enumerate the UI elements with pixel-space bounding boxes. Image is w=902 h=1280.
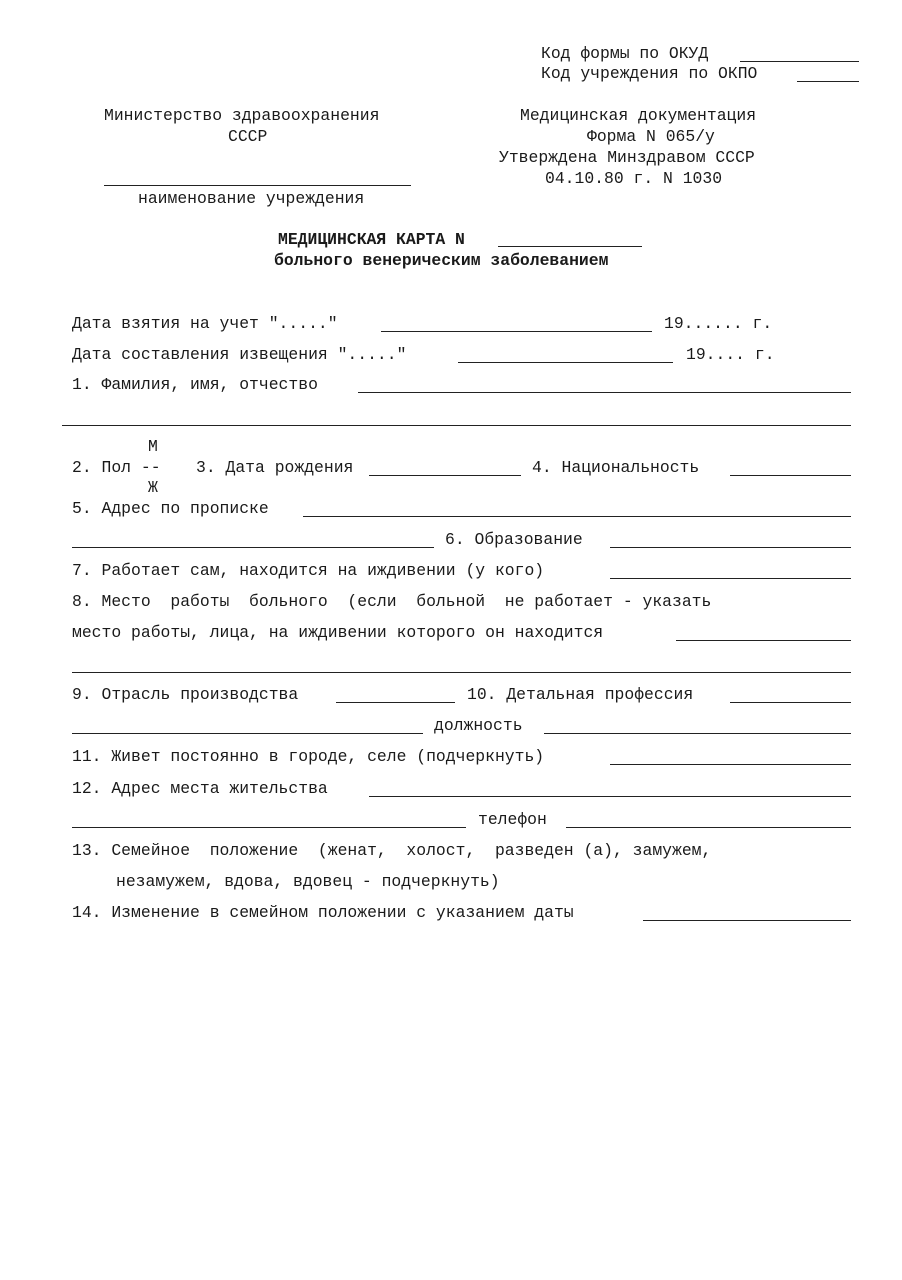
marital-change-blank[interactable] xyxy=(643,920,851,921)
notice-year: 19.... г. xyxy=(686,345,775,364)
position-blank[interactable] xyxy=(544,733,851,734)
registration-address-blank[interactable] xyxy=(303,516,851,517)
card-title: МЕДИЦИНСКАЯ КАРТА N xyxy=(278,230,465,249)
okpo-blank[interactable] xyxy=(797,81,859,82)
okpo-label: Код учреждения по ОКПО xyxy=(541,64,758,83)
field-3-label: 3. Дата рождения xyxy=(196,458,354,477)
okud-label: Код формы по ОКУД xyxy=(541,44,709,63)
field-4-label: 4. Национальность xyxy=(532,458,700,477)
workplace-blank-cont[interactable] xyxy=(72,672,851,673)
education-blank[interactable] xyxy=(610,547,851,548)
field-8-label: 8. Место работы больного (если больной не работает - указать xyxy=(72,592,712,611)
field-6-label: 6. Образование xyxy=(445,530,583,549)
field-13-label: 13. Семейное положение (женат, холост, разведен (а), замужем, xyxy=(72,841,712,860)
form-info-line3: Утверждена Минздравом СССР xyxy=(499,148,755,167)
phone-label: телефон xyxy=(478,810,547,829)
form-info-line1: Медицинская документация xyxy=(520,106,757,125)
field-9-label: 9. Отрасль производства xyxy=(72,685,299,704)
sex-female-option[interactable]: Ж xyxy=(148,478,158,497)
card-subtitle: больного венерическим заболеванием xyxy=(274,251,609,270)
industry-blank[interactable] xyxy=(336,702,455,703)
registration-date-blank[interactable] xyxy=(381,331,652,332)
field-12-label: 12. Адрес места жительства xyxy=(72,779,328,798)
residence-address-blank[interactable] xyxy=(369,796,851,797)
field-1-blank[interactable] xyxy=(358,392,851,393)
field-8-label-cont: место работы, лица, на иждивении которого он находится xyxy=(72,623,604,642)
form-info-line4: 04.10.80 г. N 1030 xyxy=(545,169,723,188)
field-2-label: 2. Пол -- xyxy=(72,458,161,477)
card-number-blank[interactable] xyxy=(498,246,642,247)
field-1-label: 1. Фамилия, имя, отчество xyxy=(72,375,318,394)
okud-blank[interactable] xyxy=(740,61,859,62)
dependency-blank[interactable] xyxy=(610,578,851,579)
notice-date-blank[interactable] xyxy=(458,362,673,363)
field-13-label-cont: незамужем, вдова, вдовец - подчеркнуть) xyxy=(116,872,500,891)
field-5-label: 5. Адрес по прописке xyxy=(72,499,269,518)
field-14-label: 14. Изменение в семейном положении с указанием даты xyxy=(72,903,574,922)
registration-date-label: Дата взятия на учет "....." xyxy=(72,314,338,333)
form-info-line2: Форма N 065/у xyxy=(587,127,715,146)
birth-date-blank[interactable] xyxy=(369,475,521,476)
sex-male-option[interactable]: М xyxy=(148,437,158,456)
ministry-line1: Министерство здравоохранения xyxy=(104,106,380,125)
residence-address-blank-cont[interactable] xyxy=(72,827,466,828)
registration-address-blank-cont[interactable] xyxy=(72,547,434,548)
field-1-blank-cont[interactable] xyxy=(62,425,851,426)
institution-caption: наименование учреждения xyxy=(138,189,365,208)
residence-type-blank[interactable] xyxy=(610,764,851,765)
field-11-label: 11. Живет постоянно в городе, селе (подчеркнуть) xyxy=(72,747,545,766)
profession-blank[interactable] xyxy=(730,702,851,703)
ministry-line2: СССР xyxy=(228,127,268,146)
field-10-label: 10. Детальная профессия xyxy=(467,685,694,704)
field-7-label: 7. Работает сам, находится на иждивении (у кого) xyxy=(72,561,545,580)
nationality-blank[interactable] xyxy=(730,475,851,476)
notice-date-label: Дата составления извещения "....." xyxy=(72,345,407,364)
position-label: должность xyxy=(434,716,523,735)
profession-blank-cont[interactable] xyxy=(72,733,423,734)
institution-name-blank[interactable] xyxy=(104,185,411,186)
workplace-blank[interactable] xyxy=(676,640,851,641)
phone-blank[interactable] xyxy=(566,827,851,828)
registration-year: 19...... г. xyxy=(664,314,773,333)
